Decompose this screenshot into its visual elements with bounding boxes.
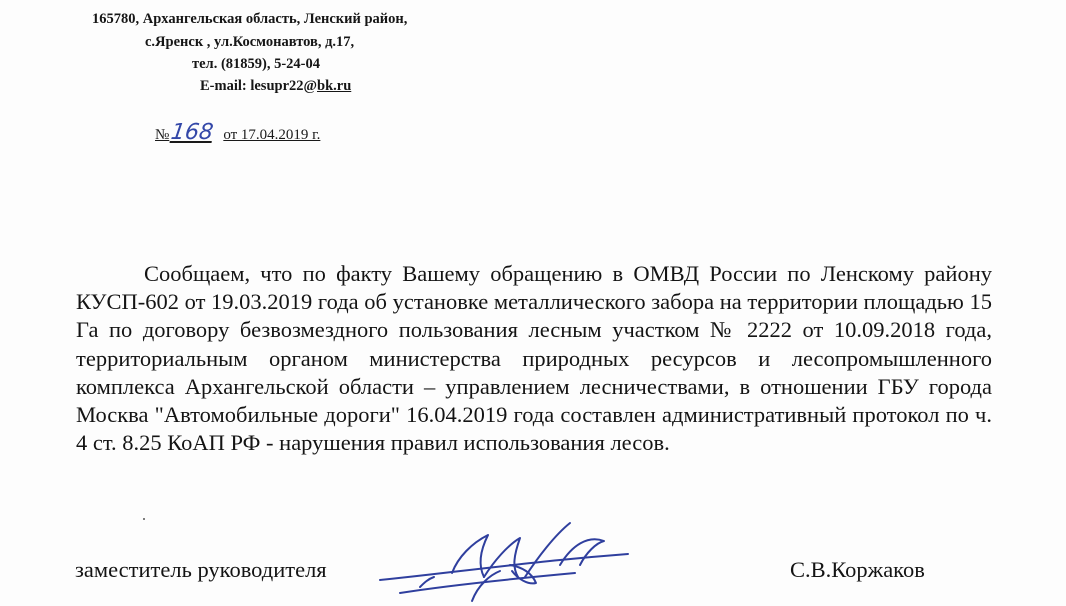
handwritten-number: 168	[169, 120, 216, 145]
document-number	[155, 120, 320, 145]
address-line-2: с.Яренск , ул.Космонавтов, д.17,	[145, 34, 355, 50]
email-line	[200, 78, 351, 95]
document-date: от 17.04.2019 г.	[223, 127, 321, 143]
number-sign: №	[155, 127, 170, 143]
signatory-name: С.В.Коржаков	[790, 557, 925, 582]
email-label: E-mail: lesupr22@	[200, 78, 317, 94]
paper-speck	[143, 518, 145, 520]
signatory-role: заместитель руководителя	[75, 557, 327, 582]
handwritten-signature	[360, 505, 630, 605]
email-domain: bk.ru	[317, 78, 352, 94]
letter-body: Сообщаем, что по факту Вашему обращению в ОМВД России по Ленскому району КУСП-602 от 19.03.2019 года об установке металлического забора на территории площадью 15 Га по договору безвозмездного пользования лесным участком № 2222 от 10.09.2018 года, территориальным органом министерства природных ресурсов и лесопромышленного комплекса Архангельской области – управлением лесничествами, в отношении ГБУ города Москва "Автомобильные дороги" 16.04.2019 года составлен административный протокол по ч. 4 ст. 8.25 КоАП РФ - нарушения правил использования лесов.	[76, 261, 992, 456]
address-line-1: 165780, Архангельская область, Ленский район,	[92, 11, 408, 27]
phone-line: тел. (81859), 5-24-04	[192, 56, 321, 72]
